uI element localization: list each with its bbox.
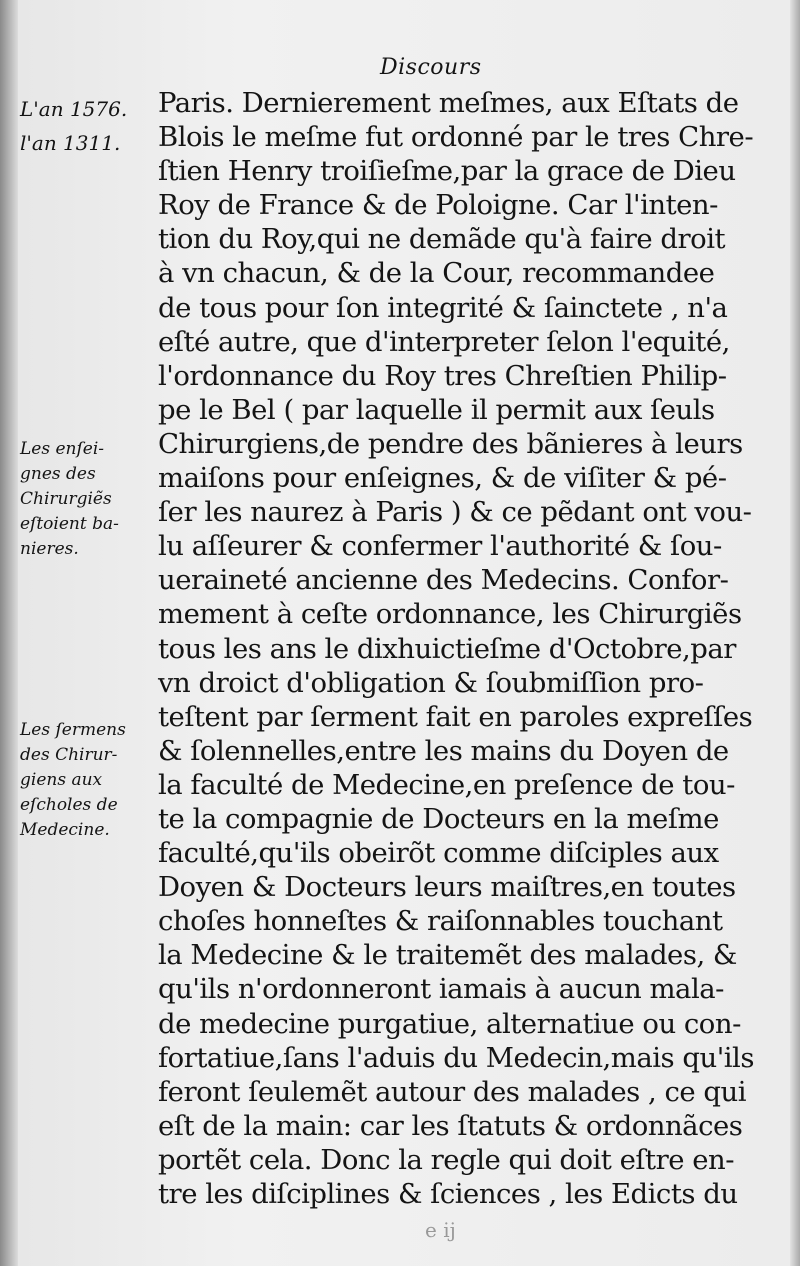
- margin-year-1: L'an 1576.: [20, 97, 128, 121]
- text-line: Paris. Dernierement meſmes, aux Eſtats de: [158, 87, 739, 119]
- text-line: & ſolennelles,entre les mains du Doyen de: [158, 734, 729, 767]
- text-line: pe le Bel ( par laquelle il permit aux ſeuls: [158, 393, 715, 426]
- text-line: la Medecine & le traitemẽt des malades, &: [158, 939, 737, 972]
- page-edge: [790, 0, 800, 1266]
- margin-line: nieres.: [20, 539, 79, 559]
- margin-line: giens aux: [20, 770, 103, 790]
- margin-note-ensignes: [20, 437, 119, 562]
- text-line: la faculté de Medecine,en preſence de tou-: [158, 768, 735, 801]
- body-text: [158, 86, 758, 1211]
- text-line: maiſons pour enſeignes, & de viſiter & pé-: [158, 462, 727, 495]
- text-line: Roy de France & de Poloigne. Car l'inten-: [158, 189, 718, 222]
- text-line: tion du Roy,qui ne demãde qu'à faire droit: [158, 223, 726, 256]
- text-line: feront ſeulemẽt autour des malades , ce qui: [158, 1075, 746, 1108]
- text-line: portẽt cela. Donc la regle qui doit eſtre en-: [158, 1143, 735, 1176]
- text-line: mement à ceſte ordonnance, les Chirurgiẽs: [158, 598, 742, 631]
- text-line: l'ordonnance du Roy tres Chreſtien Philip-: [158, 359, 727, 392]
- margin-line: Medecine.: [20, 820, 110, 840]
- text-line: lu aſſeurer & confermer l'authorité & ſou-: [158, 530, 722, 563]
- margin-line: eſcholes de: [20, 795, 118, 815]
- text-line: eſté autre, que d'interpreter ſelon l'equité,: [158, 325, 730, 358]
- text-line: ſtien Henry troiſieſme,par la grace de Dieu: [158, 155, 736, 188]
- text-line: teſtent par ſerment fait en paroles expreſſes: [158, 700, 753, 733]
- text-line: qu'ils n'ordonneront iamais à aucun mala-: [158, 973, 724, 1006]
- text-line: Blois le meſme fut ordonné par le tres Chre-: [158, 121, 754, 154]
- margin-line: eſtoient ba-: [20, 514, 119, 534]
- text-line: de medecine purgatiue, alternatiue ou con-: [158, 1007, 741, 1040]
- text-line: ueraineté ancienne des Medecins. Confor-: [158, 564, 729, 597]
- text-line: Doyen & Docteurs leurs maiſtres,en toutes: [158, 871, 736, 904]
- text-line: tre les diſciplines & ſciences , les Edicts du: [158, 1178, 738, 1210]
- text-line: de tous pour ſon integrité & ſainctete , n'a: [158, 291, 728, 324]
- text-line: fortatiue,ſans l'aduis du Medecin,mais qu'ils: [158, 1041, 754, 1074]
- running-head: Discours: [380, 55, 482, 80]
- signature-mark: e ij: [425, 1218, 456, 1242]
- text-line: tous les ans le dixhuictieſme d'Octobre,par: [158, 632, 736, 665]
- text-line: choſes honneſtes & raiſonnables touchant: [158, 905, 723, 938]
- text-line: te la compagnie de Docteurs en la meſme: [158, 802, 719, 835]
- margin-note-sermens: [20, 718, 126, 843]
- margin-line: Les enſei-: [20, 439, 105, 459]
- margin-note-years: [20, 92, 127, 160]
- margin-line: Chirurgiẽs: [20, 489, 112, 509]
- margin-line: gnes des: [20, 464, 96, 484]
- margin-line: Les ſermens: [20, 720, 126, 740]
- text-line: Chirurgiens,de pendre des bãnieres à leurs: [158, 427, 743, 460]
- text-line: eſt de la main: car les ſtatuts & ordonnãces: [158, 1109, 743, 1142]
- margin-year-2: l'an 1311.: [20, 131, 121, 155]
- text-line: vn droict d'obligation & ſoubmiſſion pro-: [158, 666, 704, 699]
- text-line: faculté,qu'ils obeirõt comme diſciples aux: [158, 837, 719, 870]
- gutter-shadow: [0, 0, 18, 1266]
- text-line: ſer les naurez à Paris ) & ce pẽdant ont vou-: [158, 496, 752, 529]
- text-line: à vn chacun, & de la Cour, recommandee: [158, 257, 715, 290]
- margin-line: des Chirur-: [20, 745, 118, 765]
